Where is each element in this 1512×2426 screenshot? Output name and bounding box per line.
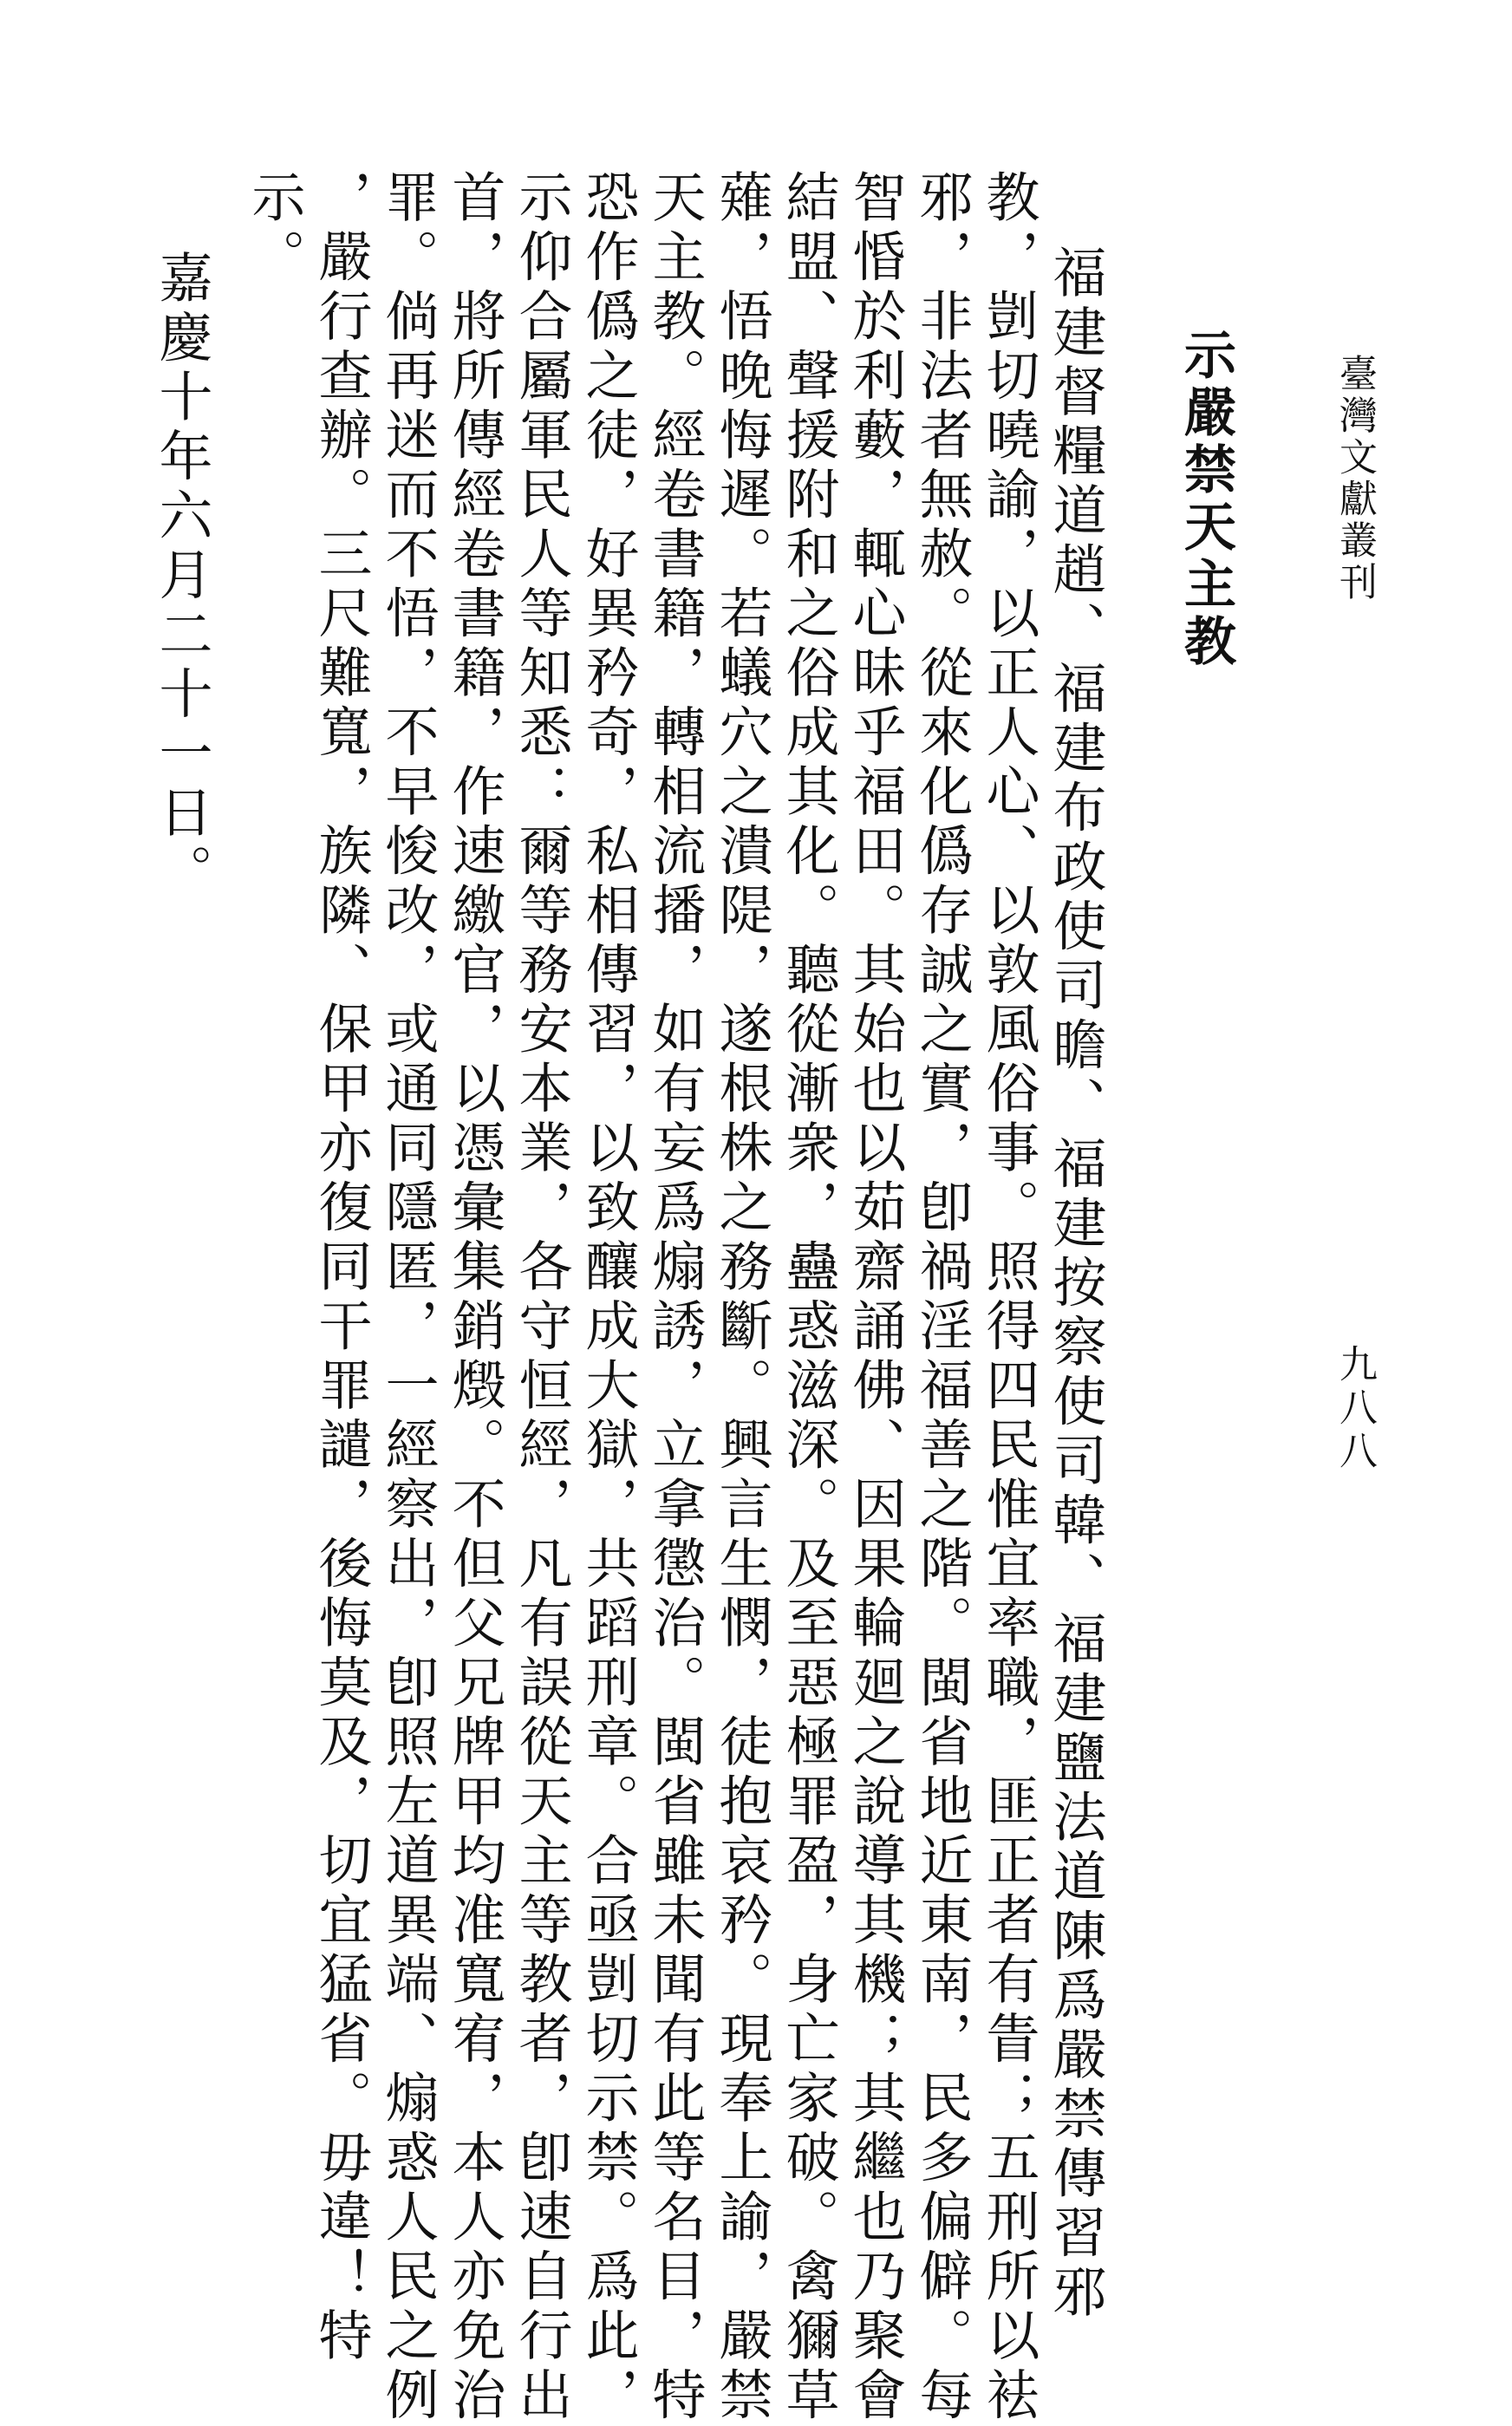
- text-line-1: 福建督糧道趙、福建布政使司瞻、福建按察使司韓、福建鹽法道陳爲嚴禁傳習邪: [1044, 245, 1107, 2324]
- text-line-3: 邪，非法者無赦。從來化僞存誠之實，卽禍淫福善之階。閩省地近東南，民多偏僻。每: [910, 169, 974, 2426]
- text-line-5: 結盟、聲援附和之俗成其化。聽從漸衆，蠱惑滋深。及至惡極罪盈，身亡家破。禽獮草: [777, 169, 840, 2426]
- text-line-8: 恐作僞之徒，好異矜奇，私相傳習，以致釀成大獄，共蹈刑章。合亟剴切示禁。爲此，: [577, 169, 640, 2426]
- text-line-6: 薙，悟晚悔遲。若蟻穴之潰隄，遂根株之務斷。興言生憫，徒抱哀矜。現奉上諭，嚴禁: [710, 169, 773, 2426]
- text-line-7: 天主教。經卷書籍，轉相流播，如有妄爲煽誘，立拿懲治。閩省雖未聞有此等名目，特: [643, 169, 707, 2426]
- page-number: 九八八: [1333, 1344, 1377, 1474]
- series-title: 臺灣文獻叢刊: [1333, 354, 1377, 603]
- text-line-13: 示。: [243, 169, 306, 288]
- text-line-12: ，嚴行查辦。三尺難寬，族隣、保甲亦復同干罪譴，後悔莫及，切宜猛省。毋違！特: [310, 169, 373, 2367]
- document-title: 示嚴禁天主教: [1176, 328, 1236, 671]
- text-line-9: 示仰合屬軍民人等知悉：爾等務安本業，各守恒經，凡有誤從天主等教者，卽速自行出: [510, 169, 573, 2426]
- text-line-10: 首，將所傳經卷書籍，作速繳官，以憑彙集銷燬。不但父兄牌甲均准寬宥，本人亦免治: [443, 169, 506, 2426]
- text-line-11: 罪。倘再迷而不悟，不早悛改，或通同隱匿，一經察出，卽照左道異端、煽惑人民之例: [376, 169, 440, 2426]
- text-line-4: 智惛於利藪，輒心昧乎福田。其始也以茹齋誦佛、因果輪廻之說導其機；其繼也乃聚會: [844, 169, 907, 2426]
- text-line-2: 教，剴切曉諭，以正人心、以敦風俗事。照得四民惟宜率職，匪正者有眚；五刑所以袪: [977, 169, 1040, 2426]
- document-date: 嘉慶十年六月二十一日。: [150, 250, 213, 903]
